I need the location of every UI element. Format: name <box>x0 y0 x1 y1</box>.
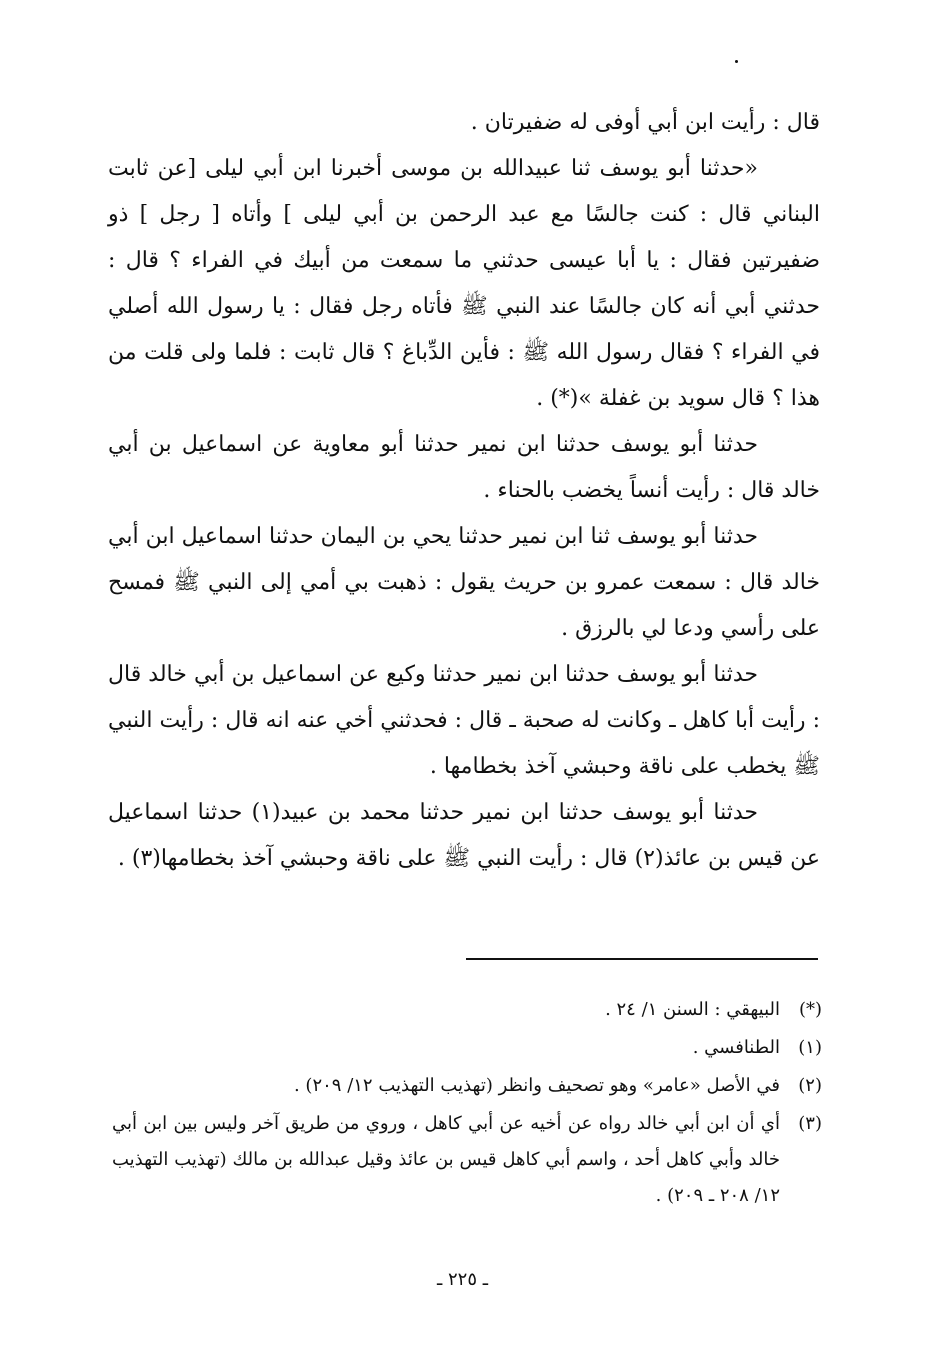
paragraph-5: حدثنا أبو يوسف حدثنا ابن نمير حدثنا وكيع عن اسماعيل بن أبي خالد قال : رأيت أبا كاهل ـ وكانت له صحبة ـ قال : فحدثني أخي عنه انه قال : رأيت النبي ﷺ يخطب على ناقة وحبشي آخذ بخطامها . <box>108 662 820 779</box>
paragraph-2: «حدثنا أبو يوسف ثنا عبيدالله بن موسى أخبرنا ابن أبي ليلى [عن ثابت البناني قال : كنت جالسًا مع عبد الرحمن بن أبي ليلى ] وأتاه [ رجل ] ذو ضفيرتين فقال : يا أبا عيسى حدثني ما سمعت من أبيك في الفراء ؟ قال : حدثني أبي أنه كان جالسًا عند النبي ﷺ فأتاه رجل فقال : يا رسول الله أصلي في الفراء ؟ فقال رسول الله ﷺ : فأين الدِّباغ ؟ قال ثابت : فلما ولى قلت من هذا ؟ قال سويد بن غفلة »(*) . <box>108 156 820 411</box>
footnote-mark: (٣) <box>798 1113 822 1134</box>
footnote-mark: (*) <box>798 999 822 1020</box>
footnote-separator <box>466 958 818 960</box>
footnote-mark: (١) <box>798 1037 822 1058</box>
page-number: ـ ٢٢٥ ـ <box>436 1269 488 1290</box>
footnote-item <box>112 1106 822 1214</box>
footnote-text: الطنافسي . <box>692 1037 780 1058</box>
main-text <box>108 100 820 882</box>
paragraph-3: حدثنا أبو يوسف حدثنا ابن نمير حدثنا أبو معاوية عن اسماعيل بن أبي خالد قال : رأيت أنساً يخضب بالحناء . <box>108 432 820 503</box>
footnote-item <box>112 1068 822 1104</box>
footnote-text: أي أن ابن أبي خالد رواه عن أخيه عن أبي كاهل ، وروي من طريق آخر وليس بين ابن أبي خالد وأبي كاهل أحد ، واسم أبي كاهل قيس بن عائذ وقيل عبدالله بن مالك (تهذيب التهذيب ١٢/ ٢٠٨ ـ ٢٠٩) . <box>112 1113 780 1206</box>
paragraph-6: حدثنا أبو يوسف حدثنا ابن نمير حدثنا محمد بن عبيد(١) حدثنا اسماعيل عن قيس بن عائذ(٢) قال : رأيت النبي ﷺ على ناقة وحبشي آخذ بخطامها(٣) . <box>108 800 820 871</box>
footnote-text: في الأصل «عامر» وهو تصحيف وانظر (تهذيب التهذيب ١٢/ ٢٠٩) . <box>293 1075 780 1096</box>
footnote-item <box>112 1030 822 1066</box>
footnotes <box>112 992 822 1216</box>
footnote-text: البيهقي : السنن ١/ ٢٤ . <box>605 999 780 1020</box>
footnote-mark: (٢) <box>798 1075 822 1096</box>
footnote-item <box>112 992 822 1028</box>
paragraph-4: حدثنا أبو يوسف ثنا ابن نمير حدثنا يحي بن اليمان حدثنا اسماعيل ابن أبي خالد قال : سمعت عمرو بن حريث يقول : ذهبت بي أمي إلى النبي ﷺ فمسح على رأسي ودعا لي بالرزق . <box>108 524 820 641</box>
stray-mark <box>735 60 738 63</box>
paragraph-1: قال : رأيت ابن أبي أوفى له ضفيرتان . <box>470 110 820 135</box>
